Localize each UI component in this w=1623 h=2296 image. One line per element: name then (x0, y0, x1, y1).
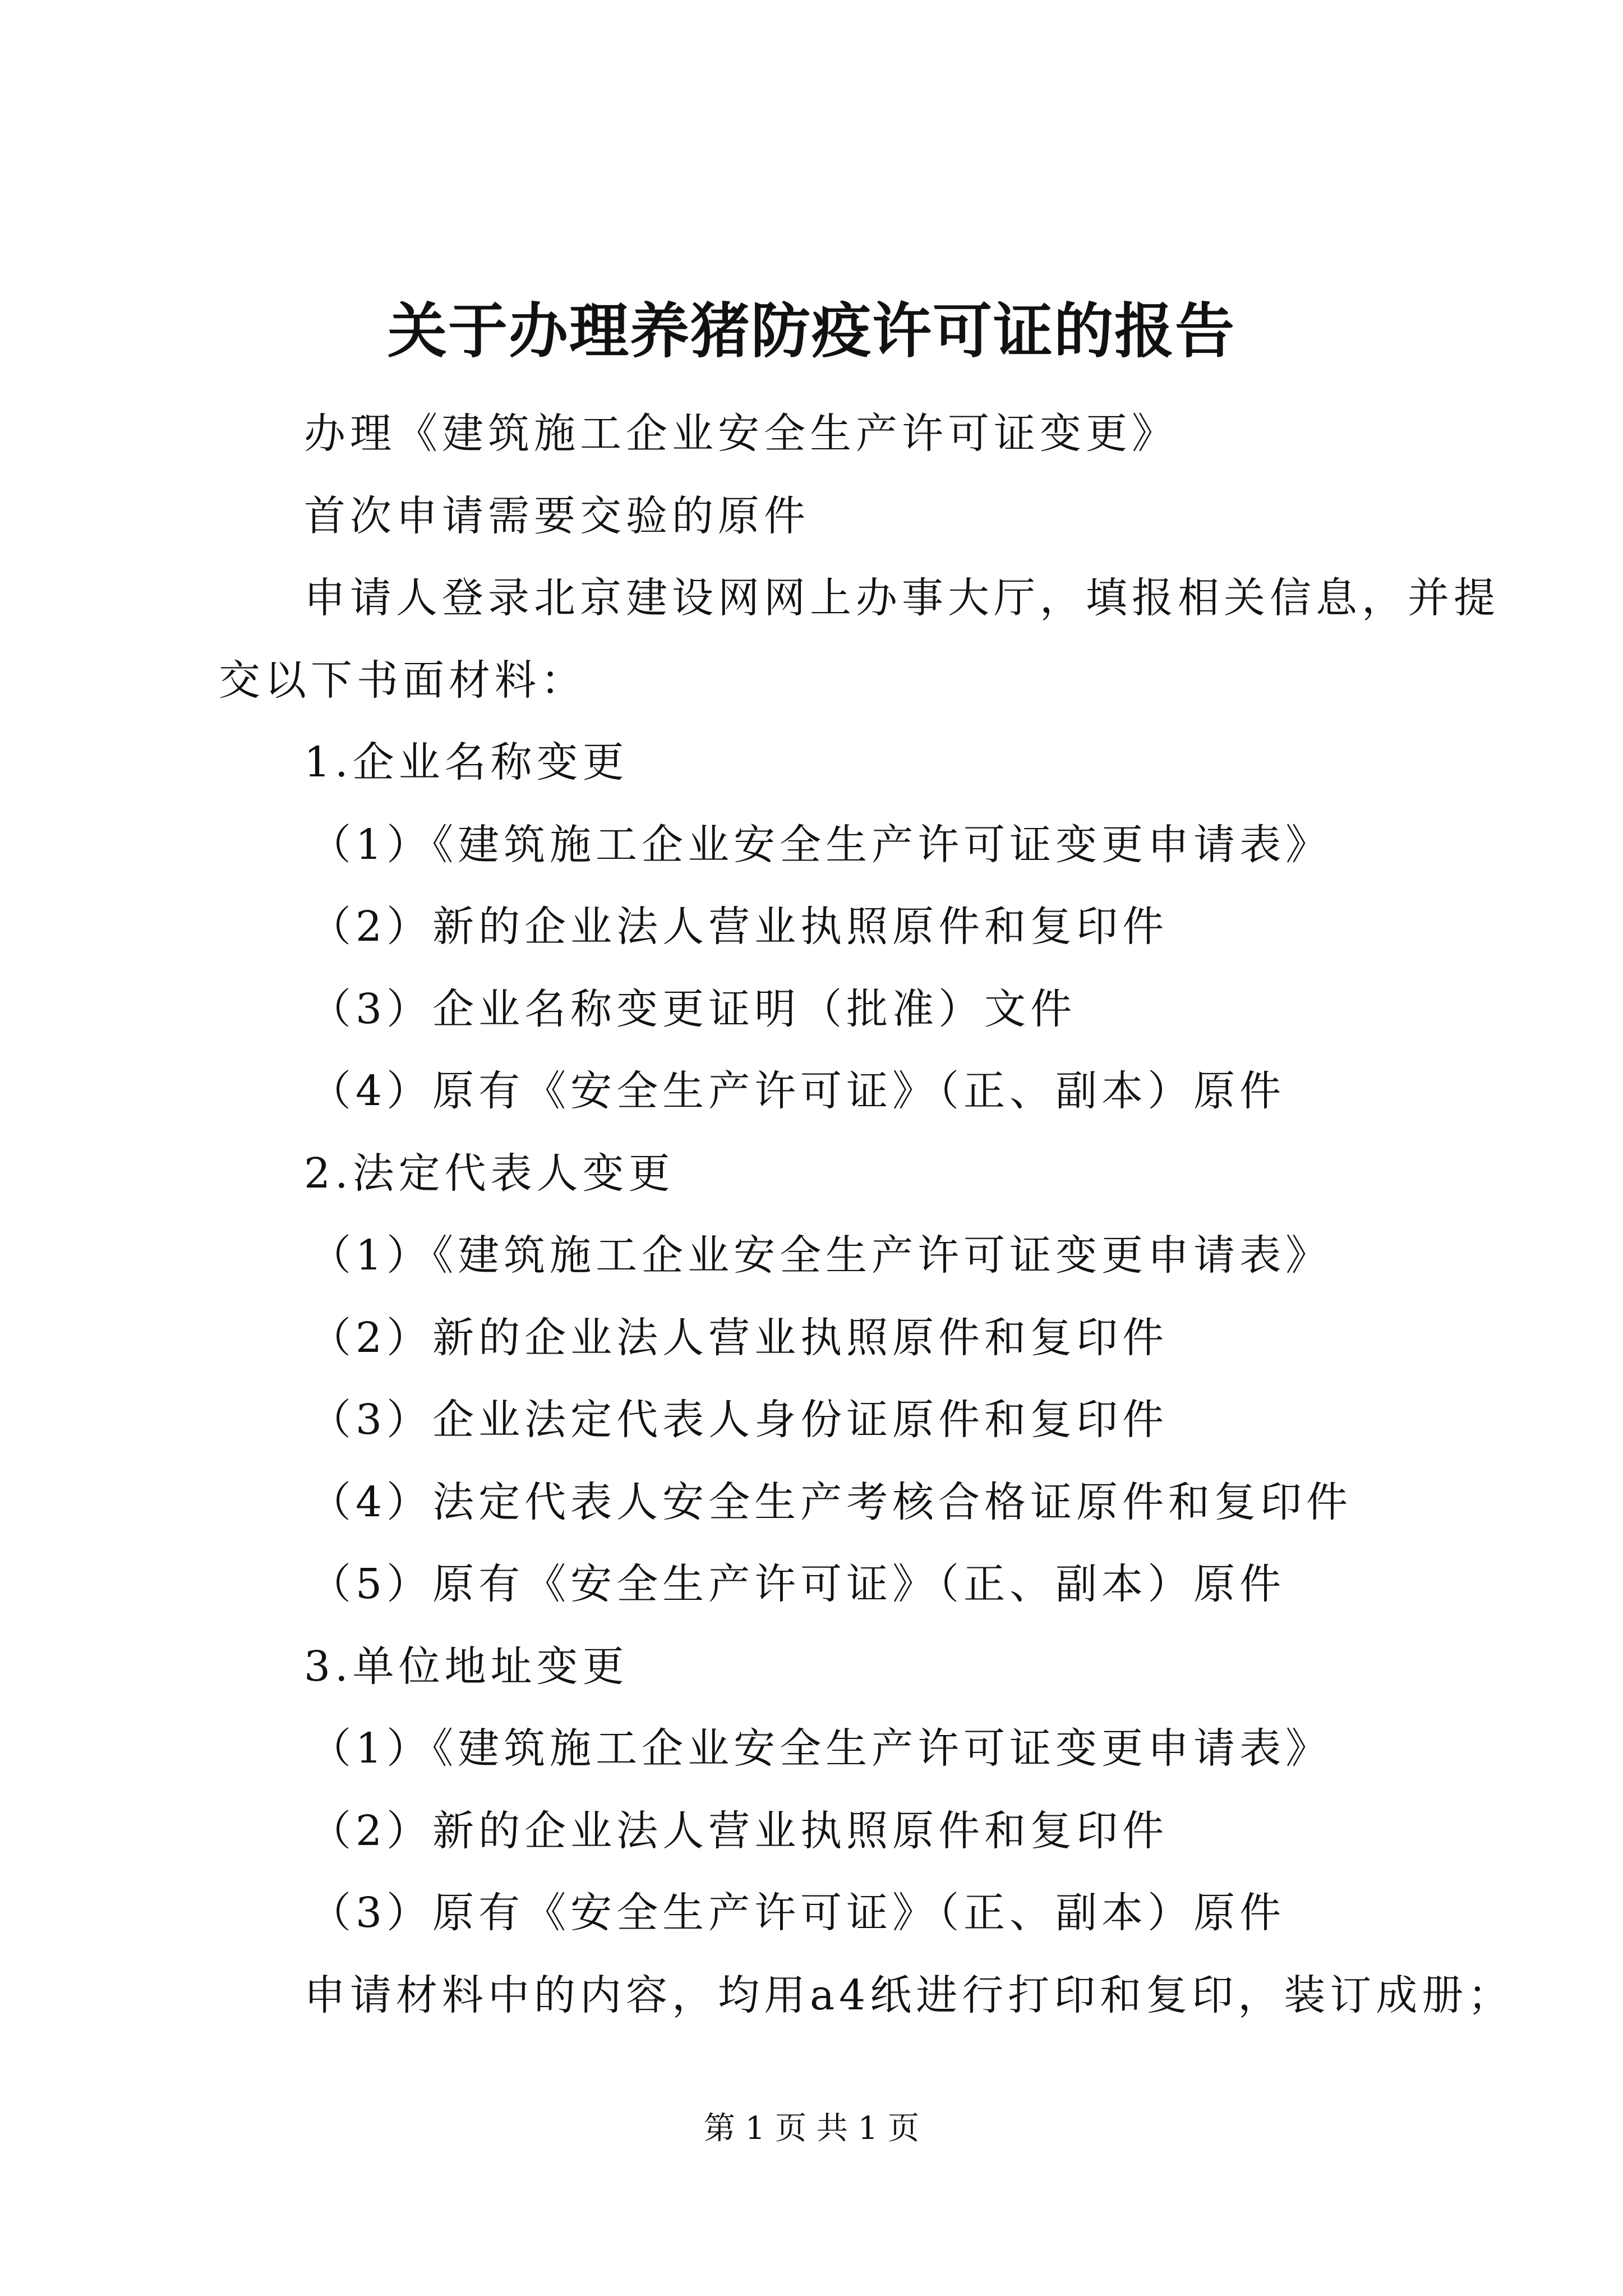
document-title: 关于办理养猪防疫许可证的报告 (388, 296, 1235, 366)
list-item: （2）新的企业法人营业执照原件和复印件 (310, 1313, 1169, 1362)
list-item: （4）法定代表人安全生产考核合格证原件和复印件 (310, 1478, 1353, 1526)
list-item: （1）《建筑施工企业安全生产许可证变更申请表》 (310, 1724, 1332, 1773)
section-heading: 2.法定代表人变更 (304, 1149, 675, 1198)
paragraph: 首次申请需要交验的原件 (304, 491, 810, 540)
list-item: （3）企业名称变更证明（批准）文件 (310, 984, 1077, 1033)
list-item: （1）《建筑施工企业安全生产许可证变更申请表》 (310, 820, 1332, 869)
section-heading: 3.单位地址变更 (304, 1642, 629, 1691)
paragraph: 办理《建筑施工企业安全生产许可证变更》 (304, 409, 1178, 458)
paragraph: 申请材料中的内容，均用a4纸进行打印和复印，装订成册； (304, 1971, 1514, 2019)
paragraph-continuation: 交以下书面材料： (219, 656, 587, 705)
paragraph: 申请人登录北京建设网网上办事大厅，填报相关信息，并提 (304, 574, 1500, 622)
list-item: （1）《建筑施工企业安全生产许可证变更申请表》 (310, 1231, 1332, 1280)
list-item: （5）原有《安全生产许可证》（正、副本）原件 (310, 1560, 1286, 1608)
list-item: （4）原有《安全生产许可证》（正、副本）原件 (310, 1067, 1286, 1115)
page-number-footer: 第 1 页 共 1 页 (703, 2110, 920, 2147)
list-item: （2）新的企业法人营业执照原件和复印件 (310, 903, 1169, 951)
list-item: （3）原有《安全生产许可证》（正、副本）原件 (310, 1889, 1286, 1937)
section-heading: 1.企业名称变更 (304, 738, 629, 786)
list-item: （2）新的企业法人营业执照原件和复印件 (310, 1806, 1169, 1855)
document-body (219, 393, 1514, 2036)
list-item: （3）企业法定代表人身份证原件和复印件 (310, 1396, 1169, 1444)
